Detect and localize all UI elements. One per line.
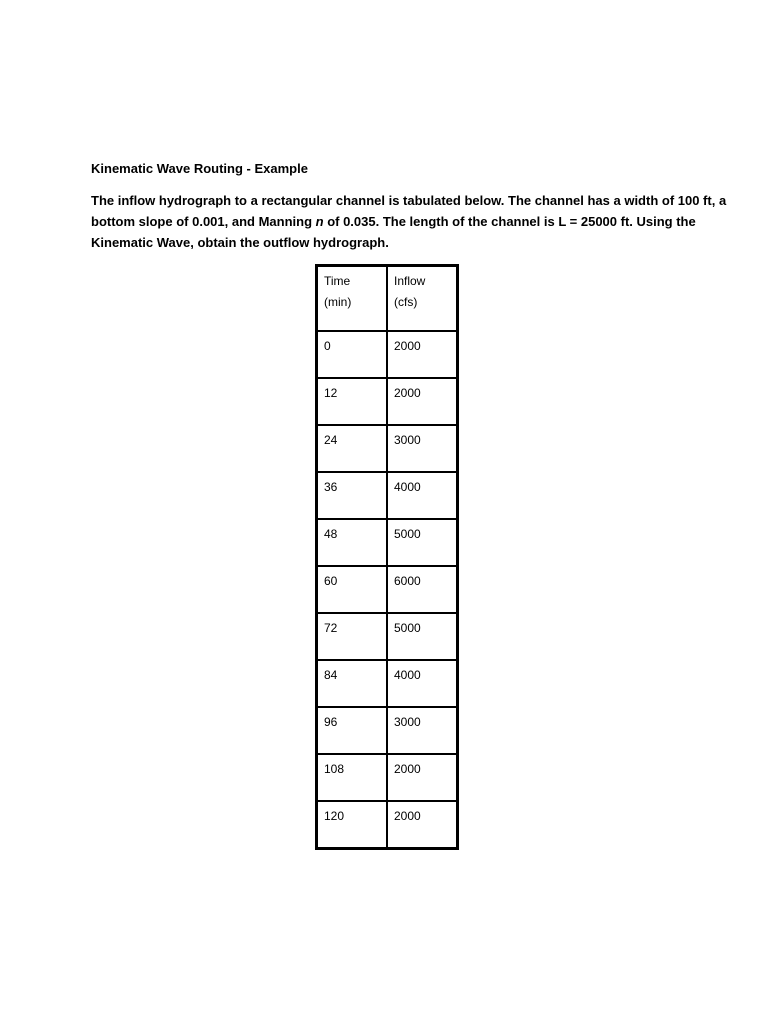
time-header-label: Time (324, 274, 351, 288)
time-header-cell (317, 266, 387, 331)
time-cell: 48 (317, 519, 387, 566)
table-row (317, 472, 457, 519)
table-row (317, 707, 457, 754)
problem-line-1: The inflow hydrograph to a rectangular channel is tabulated below. The channel has a width of 100 ft, a (91, 193, 727, 208)
inflow-cell: 4000 (387, 472, 457, 519)
table-row (317, 801, 457, 848)
inflow-cell: 2000 (387, 331, 457, 378)
table-row (317, 519, 457, 566)
time-cell: 60 (317, 566, 387, 613)
table-row (317, 613, 457, 660)
inflow-cell: 5000 (387, 519, 457, 566)
inflow-cell: 2000 (387, 378, 457, 425)
manning-n-symbol: n (315, 214, 324, 229)
inflow-cell: 2000 (387, 801, 457, 848)
inflow-header-label: Inflow (394, 274, 426, 288)
inflow-cell: 2000 (387, 754, 457, 801)
time-cell: 36 (317, 472, 387, 519)
time-cell: 12 (317, 378, 387, 425)
table-row (317, 566, 457, 613)
table-row (317, 378, 457, 425)
table-row (317, 660, 457, 707)
table-row (317, 425, 457, 472)
problem-line-2-end: of 0.035. The length of the channel is L = 25000 ft. Using the (323, 214, 696, 229)
time-cell: 96 (317, 707, 387, 754)
inflow-header-unit: (cfs) (394, 295, 418, 309)
inflow-cell: 4000 (387, 660, 457, 707)
time-cell: 72 (317, 613, 387, 660)
time-cell: 24 (317, 425, 387, 472)
table-header-row (317, 266, 457, 331)
inflow-cell: 3000 (387, 707, 457, 754)
time-cell: 0 (317, 331, 387, 378)
table-row (317, 331, 457, 378)
time-header-unit: (min) (324, 295, 352, 309)
inflow-table-container (315, 264, 454, 850)
table-row (317, 754, 457, 801)
document-title: Kinematic Wave Routing - Example (91, 161, 308, 176)
inflow-cell: 3000 (387, 425, 457, 472)
problem-line-2 (91, 211, 696, 232)
problem-line-3: Kinematic Wave, obtain the outflow hydrograph. (91, 235, 389, 250)
inflow-header-cell (387, 266, 457, 331)
problem-statement (91, 190, 727, 253)
time-cell: 108 (317, 754, 387, 801)
inflow-cell: 6000 (387, 566, 457, 613)
inflow-hydrograph-table (315, 264, 459, 850)
inflow-cell: 5000 (387, 613, 457, 660)
time-cell: 84 (317, 660, 387, 707)
time-cell: 120 (317, 801, 387, 848)
problem-line-2-start: bottom slope of 0.001, and Manning (91, 214, 316, 229)
